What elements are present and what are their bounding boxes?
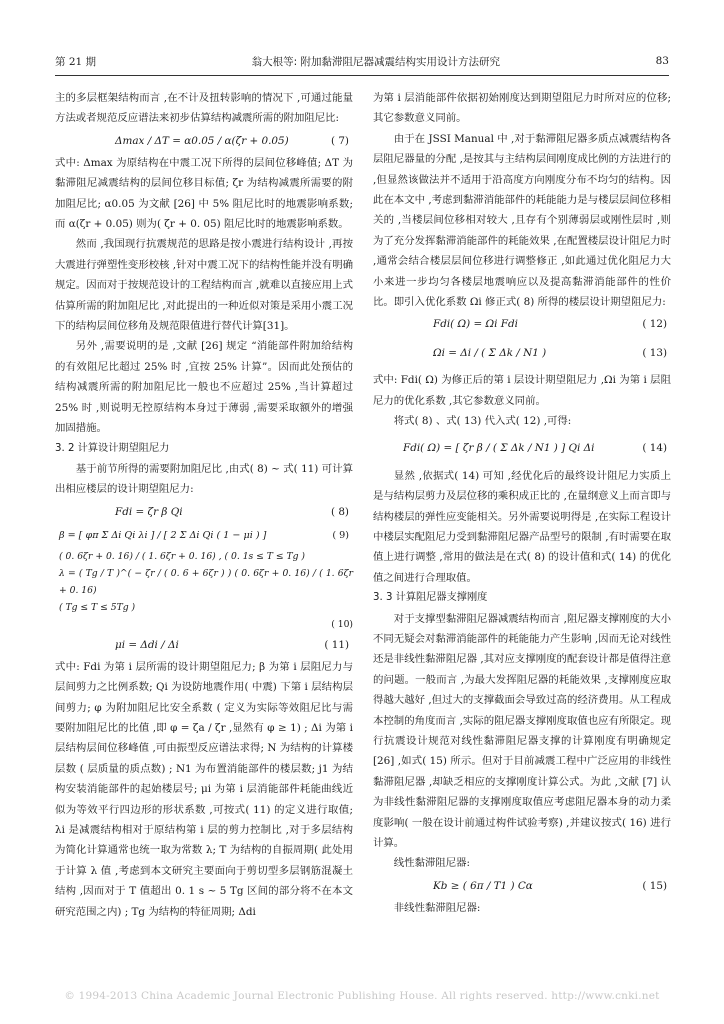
paragraph: 然而 ,我国现行抗震规范的思路是按小震进行结构设计 ,再按大震进行弹塑性变形校核 ,针对中震工况下的结构性能并没有明确规定。因而对于按规范设计的工程结构而言 ,就难以直接应用上式估算所需的附加阻尼比 ,对此提出的一种近似对策是采用小震工况下的结构层间位移角及规范限值进行替代计算[31]。 (55, 238, 353, 333)
equation-12 (373, 312, 671, 336)
paragraph: 对于支撑型黏滞阻尼器减震结构而言 ,阻尼器支撑刚度的大小不同无疑会对黏滞消能部件的耗能能力产生影响 ,因而无论对线性还是非线性黏滞阻尼器 ,其对应支撑刚度的配套设计都是值得注意的问题。一般而言 ,为最大发挥阻尼器的耗能效果 ,支撑刚度应取得越大越好 ,但过大的支撑截面会导致过高的经济费用。从工程成本控制的角度而言 ,实际的阻尼器支撑刚度取值也应有所限定。现行抗震设计规范对线性黏滞阻尼器支撑的计算刚度有明确规定[26] ,如式( 15) 所示。但对于目前减震工程中广泛应用的非线性黏滞阻尼器 ,却缺乏相应的支撑刚度计算公式。为此 ,文献 [7] 认为非线性黏滞阻尼器的支撑刚度取值应考虑阻尼器本身的动力柔度影响( 一般在设计前通过构件试验考察) ,并建议按式( 16) 进行计算。 (373, 612, 671, 849)
left-column (55, 88, 353, 922)
running-header (55, 52, 669, 70)
label-line: 线性黏滞阻尼器: (393, 857, 471, 870)
equation-number: ( 10) (331, 618, 353, 630)
equation-body: μi = Δdi / Δi (115, 638, 179, 651)
equation-line: ( 0. 6ζr + 0. 16) / ( 1. 6ζr + 0. 16) , ( 0. 1s ≤ T ≤ Tg ) (59, 550, 305, 562)
right-column (373, 88, 671, 918)
equation-body: β = [ φπ Σ Δi Qi λi ] / [ 2 Σ Δi Qi ( 1 − μi ) ] (59, 529, 267, 541)
equation-10 (55, 548, 353, 633)
header-rule (55, 75, 669, 76)
page-number: 83 (655, 55, 669, 67)
equation-number: ( 12) (642, 318, 667, 331)
equation-8 (55, 500, 353, 524)
paragraph: 基于前节所得的需要附加阻尼比 ,由式( 8) ~ 式( 11) 可计算出相应楼层的设计期望阻尼力: (55, 462, 353, 496)
label-line: 非线性黏滞阻尼器: (393, 901, 481, 914)
paragraph: 另外 ,需要说明的是 ,文献 [26] 规定 “消能部件附加给结构的有效阻尼比超过 25% 时 ,宜按 25% 计算”。因而此处预估的结构减震所需的附加阻尼比一般也不应超过 25% ,当计算超过 25% 时 ,则说明无控原结构本身过于薄弱 ,需要采取额外的增强加固措施。 (55, 340, 353, 435)
equation-number: ( 11) (324, 638, 349, 651)
equation-number: ( 7) (330, 134, 349, 147)
equation-number: ( 13) (642, 347, 667, 360)
equation-body: Fdi( Ω) = Ωi Fdi (433, 318, 518, 331)
running-title: 翁大根等: 附加黏滞阻尼器减震结构实用设计方法研究 (251, 55, 501, 68)
paragraph: 由于在 JSSI Manual 中 ,对于黏滞阻尼器多质点减震结构各层阻尼器量的分配 ,是按其与主结构层间刚度成比例的方法进行的 ,但显然该做法并不适用于沿高度方向刚度分布不均匀的结构。因此在本文中 ,考虑到黏滞消能部件的耗能能力是与楼层层间位移相关的 ,当楼层间位移相对较大 ,且存有个别薄弱层或刚性层时 ,则为了充分发挥黏滞消能部件的耗能效果 ,在配置楼层设计阻尼力时 ,通常会结合楼层层间位移进行调整修正 ,如此通过优化阻尼力大小来进一步均匀各楼层地震响应以及提高黏滞消能部件的性价比。即引入优化系数 Ωi 修正式( 8) 所得的楼层设计期望阻尼力: (373, 132, 671, 309)
section-heading: 3. 3 计算阻尼器支撑刚度 (373, 592, 488, 604)
equation-13 (373, 336, 671, 370)
equation-number: ( 9) (332, 529, 349, 541)
paragraph: 式中: Δmax 为原结构在中震工况下所得的层间位移峰值; ΔT 为黏滞阻尼减震结构的层间位移目标值; ζr 为结构减震所需要的附加阻尼比; α0.05 为文献 [26] 中 5% 阻尼比时的地震影响系数; 而 α(ζr + 0.05) 则为( ζr + 0. 05) 阻尼比时的地震影响系数。 (55, 156, 353, 231)
equation-body: Δmax / ΔT = α0.05 / α(ζr + 0.05) (115, 134, 289, 147)
equation-number: ( 8) (330, 505, 349, 518)
section-heading: 3. 2 计算设计期望阻尼力 (55, 442, 170, 454)
equation-line: λ = ( Tg / T )^( − ζr / ( 0. 6 + 6ζr ) ) ( 0. 6ζr + 0. 16) / ( 1. 6ζr + 0. 16) (59, 567, 353, 596)
equation-14 (373, 432, 671, 466)
paragraph: 主的多层框架结构而言 ,在不计及扭转影响的情况下 ,可通过能量方法或者规范反应谱法来初步估算结构减震所需的附加阻尼比: (55, 92, 353, 125)
paragraph: 将式( 8) 、式( 13) 代入式( 12) ,可得: (393, 415, 572, 428)
equation-7 (55, 129, 353, 153)
copyright-footer: © 1994-2013 China Academic Journal Electronic Publishing House. All rights reserved. http://www.cnki.net (64, 990, 660, 1002)
equation-11 (55, 633, 353, 657)
paragraph: 显然 ,依据式( 14) 可知 ,经优化后的最终设计阻尼力实质上是与结构层剪力及层位移的乘积成正比的 ,在量纲意义上而言即与结构楼层的弹性应变能相关。另外需要说明得是 ,在实际工程设计中楼层实配阻尼力受到黏滞阻尼器产品型号的限制 ,有时需要在取值上进行调整 ,常用的做法是在式( 8) 的设计值和式( 14) 的优化值之间进行合理取值。 (373, 469, 671, 584)
equation-number: ( 14) (642, 442, 667, 455)
equation-body: Fdi( Ω) = [ ζr β / ( Σ Δk / N1 ) ] Qi Δi (403, 442, 595, 455)
paragraph: 式中: Fdi 为第 i 层所需的设计期望阻尼力; β 为第 i 层阻尼力与层间剪力之比例系数; Qi 为设防地震作用( 中震) 下第 i 层结构层间剪力; φ 为附加阻尼比安全系数 ( 定义为实际等效阻尼比与需要附加阻尼比的比值 ,即 φ = ζa / ζr ,显然有 φ ≥ 1) ; Δi 为第 i 层结构层间位移峰值 ,可由振型反应谱法求得; N 为结构的计算楼层数 ( 层质量的质点数) ; N1 为布置消能部件的楼层数; j1 为结构安装消能部件的起始楼层号; μi 为第 i 层消能部件耗能曲线近似为等效平行四边形的形状系数 ,可按式( 11) 的定义进行取值; λi 是减震结构相对于原结构第 i 层的剪力控制比 ,对于多层结构为简化计算通常也统一取为常数 λ; T 为结构的自振周期( 此处用于计算 λ 值 ,考虑到本文研究主要面向于剪切型多层钢筋混凝土结构 ,因而对于 T 值超出 0. 1 s ~ 5 Tg 区间的部分将不在本文研究范围之内) ; Tg 为结构的特征周期; Δdi (55, 660, 353, 918)
equation-15 (373, 874, 671, 898)
equation-body: Kb ≥ ( 6π / T1 ) Cα (433, 879, 533, 892)
equation-number: ( 15) (642, 879, 667, 892)
paragraph: 为第 i 层消能部件依据初始刚度达到期望阻尼力时所对应的位移; 其它参数意义同前。 (373, 92, 671, 125)
equation-body: Fdi = ζr β Qi (115, 505, 183, 518)
issue-number: 第 21 期 (55, 55, 97, 68)
equation-body: Ωi = Δi / ( Σ Δk / N1 ) (433, 347, 547, 360)
equation-9 (55, 524, 353, 548)
paragraph: 式中: Fdi( Ω) 为修正后的第 i 层设计期望阻尼力 ,Ωi 为第 i 层阻尼力的优化系数 ,其它参数意义同前。 (373, 374, 671, 407)
equation-line: ( Tg ≤ T ≤ 5Tg ) (59, 601, 136, 613)
